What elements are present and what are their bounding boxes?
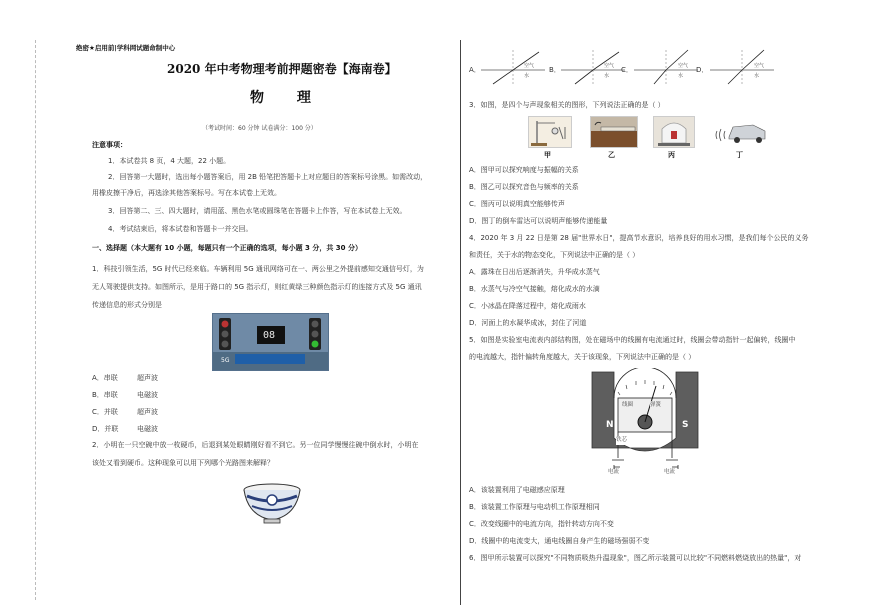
photo-caption: 5G [221, 357, 230, 364]
q1-option-d-val: 电磁波 [137, 425, 158, 433]
fig-label-jia: 甲 [544, 151, 551, 159]
q4-option-a: A．露珠在日出后逐渐消失，升华成水蒸气 [469, 268, 600, 276]
binding-line [35, 40, 36, 600]
q4-option-d: D．河面上的水凝华成冰，封住了河道 [469, 319, 587, 327]
tuning-fork-photo [528, 116, 572, 148]
q5-line-2: 的电流越大，指针偏转角度越大，关于该现象，下列说法中正确的是（ ） [469, 353, 696, 361]
q2-line-2: 该处又看到硬币。这种现象可以用下列哪个光路图来解释？ [92, 459, 274, 467]
traffic-light-icon [213, 314, 328, 370]
q1-line-2: 无人驾驶提供支持。如图所示，是用于路口的 5G 指示灯，则红黄绿三种颜色指示灯的连接方式及 5G 通讯 [92, 283, 422, 291]
q1-option-d-key: D．并联 [92, 425, 119, 433]
fig-label-yi: 乙 [608, 151, 615, 159]
tuning-fork-icon [529, 117, 571, 147]
car-radar-icon [713, 117, 767, 147]
q2-water-label-a: 水 [524, 73, 530, 79]
q2-water-label-b: 水 [604, 73, 610, 79]
q2-line-1: 2．小明在一只空碗中放一枚硬币，后退到某处眼睛刚好看不到它。另一位同学慢慢往碗中倒水时，小明在 [92, 441, 419, 449]
q3-option-b: B．图乙可以探究音色与频率的关系 [469, 183, 579, 191]
note-2-cont: 用橡皮擦干净后，再选涂其他答案标号。写在本试卷上无效。 [92, 189, 281, 197]
label-core: 铁芯 [616, 437, 628, 443]
q4-option-c: C．小冰晶在降落过程中，熔化成雨水 [469, 302, 586, 310]
q4-line-2: 和责任，关于水的物态变化，下列说法中正确的是（ ） [469, 251, 640, 259]
note-3: 3．回答第二、三、四大题时，请用蓝、黑色水笔或圆珠笔在答题卡上作答，写在本试卷上无效。 [108, 207, 407, 215]
fig-label-bing: 丙 [668, 151, 675, 159]
section1-heading: 一、选择题（本大题有 10 小题，每题只有一个正确的选项，每小题 3 分，共 30 分） [92, 244, 362, 252]
q5-line-1: 5．如图是实验室电流表内部结构图，处在磁场中的线圈有电流通过时，线圈会带动指针一起偏转，线圈中 [469, 336, 796, 344]
refraction-diagram-b [561, 48, 625, 88]
bell-jar-icon [654, 117, 694, 147]
q3-option-d: D．图丁的倒车雷达可以说明声能够传递能量 [469, 217, 608, 225]
note-1: 1．本试卷共 8 页，4 大题，22 小题。 [108, 157, 231, 165]
q2-option-c-key: C． [621, 66, 633, 74]
label-south: S [682, 420, 689, 430]
bowl-coin-icon [242, 482, 302, 524]
label-spring: 弹簧 [650, 402, 662, 408]
q2-water-label-d: 水 [754, 73, 760, 79]
q2-option-b-key: B． [549, 66, 561, 74]
q3-text: 3．如图，是四个与声现象相关的图形，下列说法正确的是（ ） [469, 101, 665, 109]
q2-water-label-c: 水 [678, 73, 684, 79]
q1-line-1: 1．科技引领生活，5G 时代已经来临。车辆利用 5G 通讯网络可在一、两公里之外提前感知交通信号灯，为 [92, 265, 424, 273]
q1-option-b-key: B．串联 [92, 391, 118, 399]
q1-option-c-key: C．并联 [92, 408, 118, 416]
countdown-display: 08 [263, 330, 276, 341]
q6-line-1: 6．图甲所示装置可以探究"不同物质吸热升温现象"，图乙所示装置可以比较"不同燃料燃烧放出的热量"，对 [469, 554, 802, 562]
label-current-left: 电流 [608, 469, 620, 475]
subject-title: 物 理 [250, 90, 325, 106]
fig-label-ding: 丁 [736, 151, 743, 159]
refraction-diagram-a [481, 48, 545, 88]
q2-air-label-b: 空气 [604, 63, 615, 69]
q1-line-3: 传递信息的形式分别是 [92, 301, 162, 309]
note-2: 2．回答第一大题时，选出每小题答案后，用 2B 铅笔把答题卡上对应题目的答案标号涂黑。如需改动， [108, 173, 428, 181]
q2-option-a-key: A． [469, 66, 481, 74]
q4-line-1: 4．2020 年 3 月 22 日是第 28 届"世界水日"，提高节水意识，培养良好的用水习惯，是我们每个公民的义务 [469, 234, 809, 242]
q3-option-c: C．图丙可以说明真空能够传声 [469, 200, 565, 208]
ruler-desk-photo [590, 116, 638, 148]
exam-info: （考试时间：60 分钟 试卷满分：100 分） [202, 125, 317, 132]
q1-option-a-key: A．串联 [92, 374, 118, 382]
q2-air-label-c: 空气 [678, 63, 689, 69]
secret-label: 绝密★启用前|学科网试题命制中心 [76, 44, 176, 52]
q1-option-a-val: 超声波 [137, 374, 158, 382]
q5-option-b: B．该装置工作原理与电动机工作原理相同 [469, 503, 600, 511]
q5-option-d: D．线圈中的电流变大，通电线圈自身产生的磁场强弱不变 [469, 537, 650, 545]
label-north: N [606, 420, 614, 430]
q2-air-label-a: 空气 [524, 63, 535, 69]
note-4: 4．考试结束后，将本试卷和答题卡一并交回。 [108, 225, 253, 233]
column-divider [460, 40, 461, 605]
label-coil: 线圈 [622, 402, 634, 408]
q1-option-b-val: 电磁波 [137, 391, 158, 399]
notes-heading: 注意事项： [92, 141, 127, 149]
exam-title: 2020 年中考物理考前押题密卷【海南卷】 [167, 62, 397, 76]
q2-option-d-key: D． [696, 66, 709, 74]
q2-air-label-d: 空气 [754, 63, 765, 69]
traffic-light-photo [212, 313, 329, 371]
q1-option-c-val: 超声波 [137, 408, 158, 416]
refraction-diagram-c [634, 48, 698, 88]
label-current-right: 电流 [664, 469, 676, 475]
ruler-desk-icon [591, 117, 637, 147]
q5-option-c: C．改变线圈中的电流方向，指针转动方向不变 [469, 520, 614, 528]
bell-jar-photo [653, 116, 695, 148]
q5-option-a: A．该装置利用了电磁感应原理 [469, 486, 565, 494]
reversing-radar-photo [712, 116, 768, 148]
q4-option-b: B．水蒸气与冷空气接触，熔化成水的水滴 [469, 285, 600, 293]
q3-option-a: A．图甲可以探究响度与振幅的关系 [469, 166, 579, 174]
refraction-diagram-d [710, 48, 774, 88]
